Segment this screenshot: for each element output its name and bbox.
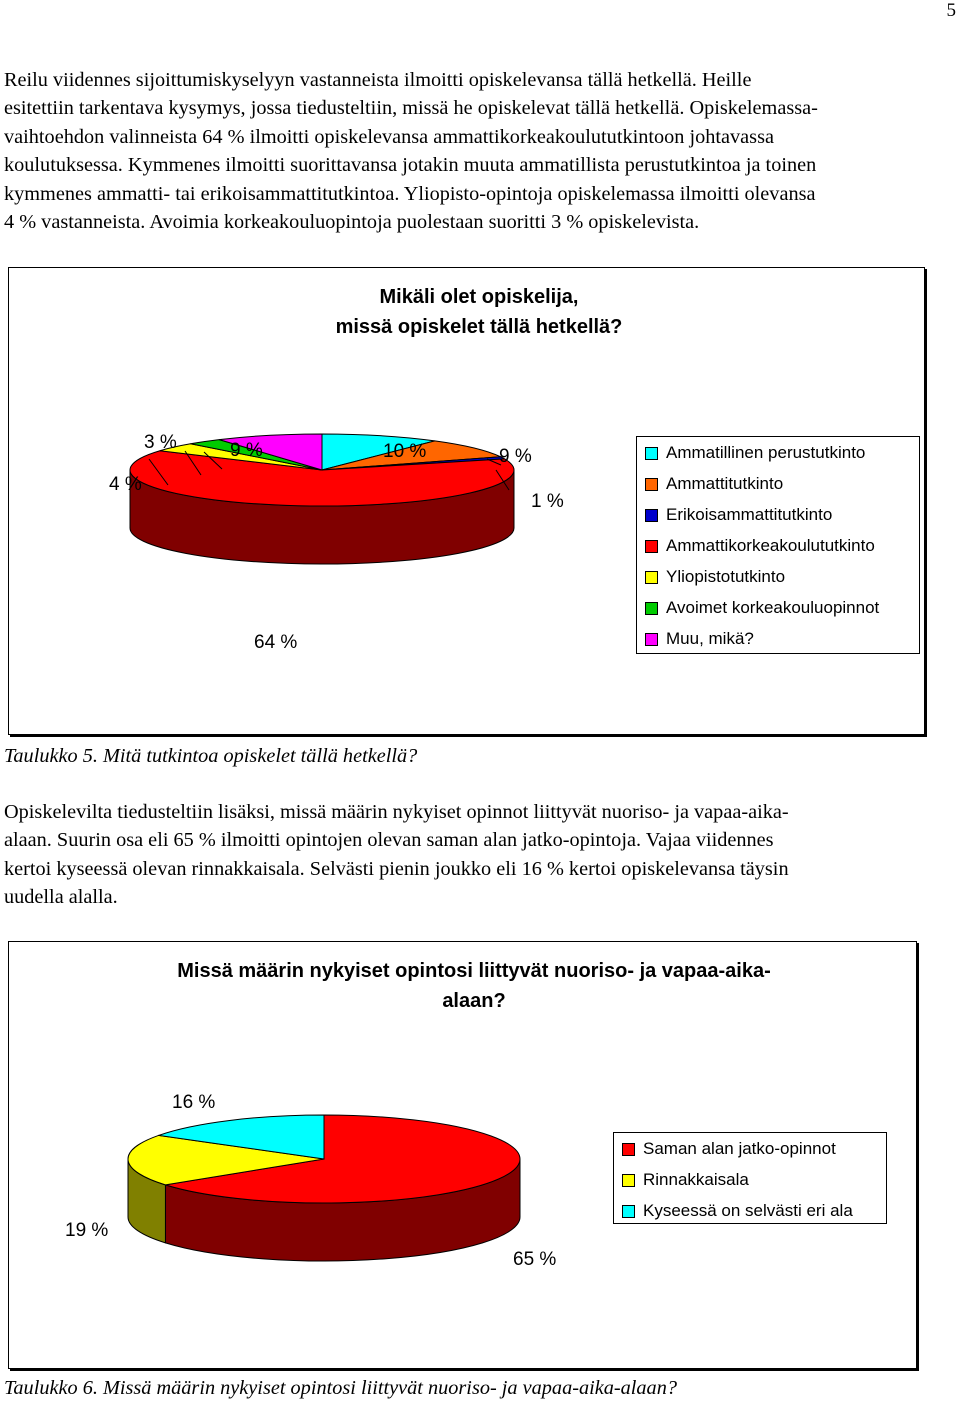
text-line: uudella alalla. — [4, 886, 118, 909]
legend-swatch — [622, 1174, 635, 1187]
text-line: esitettiin tarkentava kysymys, jossa tiedusteltiin, missä he opiskelevat tällä hetkellä. Opiskelemassa- — [4, 97, 818, 120]
legend-label: Ammatillinen perustutkinto — [666, 443, 866, 462]
legend-label: Ammattitutkinto — [666, 474, 784, 493]
legend-label: Erikoisammattitutkinto — [666, 505, 833, 524]
text-line: Opiskelevilta tiedusteltiin lisäksi, missä määrin nykyiset opinnot liittyvät nuoriso- ja vapaa-aika- — [4, 801, 789, 823]
chart-title-line: alaan? — [442, 990, 506, 1012]
text-line: kertoi kyseessä olevan rinnakkaisala. Selvästi pienin joukko eli 16 % kertoi opiskelevansa täysin — [4, 857, 789, 880]
pie-label-65: 65 % — [513, 1249, 557, 1270]
legend-label: Yliopistotutkinto — [666, 567, 786, 586]
chart-title-line: missä opiskelet tällä hetkellä? — [335, 316, 623, 338]
pie-label-3: 3 % — [144, 432, 177, 453]
legend-label: Kyseessä on selvästi eri ala — [643, 1201, 853, 1220]
pie-label-1: 1 % — [531, 491, 564, 512]
legend-swatch — [645, 509, 658, 522]
legend-label: Saman alan jatko-opinnot — [643, 1139, 836, 1158]
text-line: koulutuksessa. Kymmenes ilmoitti suorittavansa jotakin muuta ammatillista perustutkintoa ja toinen — [4, 154, 817, 177]
legend-swatch — [645, 633, 658, 646]
legend-item — [645, 504, 832, 526]
legend-swatch — [645, 571, 658, 584]
text-line: alaan. Suurin osa eli 65 % ilmoitti opintojen olevan saman alan jatko-opintoja. Vajaa viidennes — [4, 829, 774, 852]
pie-label-16: 16 % — [172, 1092, 216, 1113]
text-line: 4 % vastanneista. Avoimia korkeakouluopintoja puolestaan suoritti 3 % opiskelevista. — [4, 211, 700, 234]
caption-1: Taulukko 5. Mitä tutkintoa opiskelet tällä hetkellä? — [4, 745, 418, 767]
legend-item — [645, 597, 879, 619]
legend-swatch — [645, 540, 658, 553]
legend-item — [645, 628, 754, 650]
legend-swatch — [645, 478, 658, 491]
text-line: Reilu viidennes sijoittumiskyselyyn vastanneista ilmoitti opiskelevansa tällä hetkellä. Heille — [4, 69, 752, 91]
paragraph-1 — [4, 66, 958, 236]
chart-title-line: Missä määrin nykyiset opintosi liittyvät nuoriso- ja vapaa-aika- — [177, 960, 771, 982]
legend-item — [622, 1200, 853, 1222]
legend-item — [645, 535, 875, 557]
pie-label-9-ammattitutkinto: 9 % — [499, 446, 532, 467]
chart-2-legend — [613, 1132, 887, 1224]
legend-label: Avoimet korkeakouluopinnot — [666, 598, 880, 617]
pie-label-64: 64 % — [254, 632, 298, 653]
chart-title-line: Mikäli olet opiskelija, — [379, 286, 579, 308]
legend-swatch — [645, 447, 658, 460]
chart-1-legend — [636, 436, 920, 654]
text-line: vaihtoehdon valinneista 64 % ilmoitti opiskelevansa ammattikorkeakoulututkintoon johtavassa — [4, 125, 774, 148]
legend-label: Ammattikorkeakoulututkinto — [666, 536, 875, 555]
pie-label-9-muu: 9 % — [230, 440, 263, 461]
page-number: 5 — [946, 0, 956, 21]
chart-2-frame — [8, 941, 917, 1369]
legend-swatch — [622, 1205, 635, 1218]
pie-label-4: 4 % — [109, 474, 142, 495]
legend-item — [622, 1138, 836, 1160]
chart-1-frame — [8, 267, 925, 735]
legend-item — [622, 1169, 749, 1191]
text-line: kymmenes ammatti- tai erikoisammattitutkintoa. Yliopisto-opintoja opiskelemassa ilmoitti olevansa — [4, 182, 816, 205]
legend-item — [645, 566, 785, 588]
legend-swatch — [622, 1143, 635, 1156]
legend-item — [645, 442, 865, 464]
legend-label: Muu, mikä? — [666, 629, 754, 648]
pie-label-19: 19 % — [65, 1220, 109, 1241]
legend-swatch — [645, 602, 658, 615]
legend-item — [645, 473, 783, 495]
legend-label: Rinnakkaisala — [643, 1170, 749, 1189]
caption-2: Taulukko 6. Missä määrin nykyiset opintosi liittyvät nuoriso- ja vapaa-aika-alaan? — [4, 1377, 677, 1399]
paragraph-2 — [4, 798, 958, 912]
pie-label-10: 10 % — [383, 441, 427, 462]
